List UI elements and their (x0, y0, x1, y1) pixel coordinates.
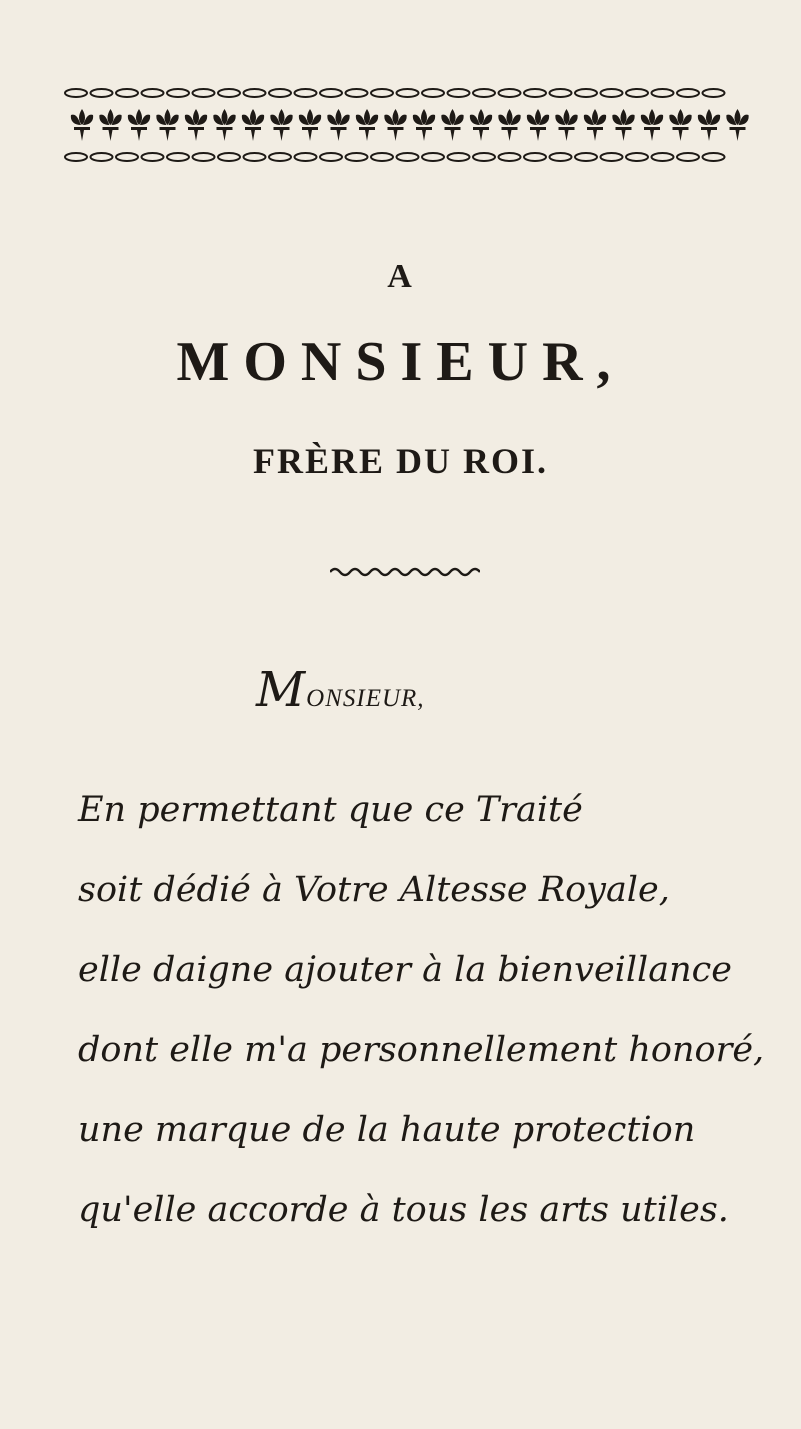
page-subtitle: FRÈRE DU ROI. (252, 441, 548, 481)
wavy-divider-icon (330, 565, 480, 577)
body-line: qu'elle accorde à tous les arts utiles. (78, 1190, 729, 1230)
body-line: dont elle m'a personnellement honoré, (78, 1030, 765, 1070)
salutation-initial: M (256, 662, 307, 718)
fleur-de-lis-border-icon (60, 85, 750, 165)
body-line: elle daigne ajouter à la bienveillance (78, 950, 732, 990)
body-line: soit dédié à Votre Altesse Royale, (78, 870, 670, 910)
salutation (256, 662, 425, 718)
addressee-prefix: A (387, 258, 414, 295)
page-title: MONSIEUR, (176, 331, 625, 393)
body-line: une marque de la haute protection (78, 1110, 696, 1150)
salutation-rest: ONSIEUR, (306, 685, 425, 712)
body-line: En permettant que ce Traité (78, 790, 583, 830)
dedication-text (78, 770, 765, 1250)
